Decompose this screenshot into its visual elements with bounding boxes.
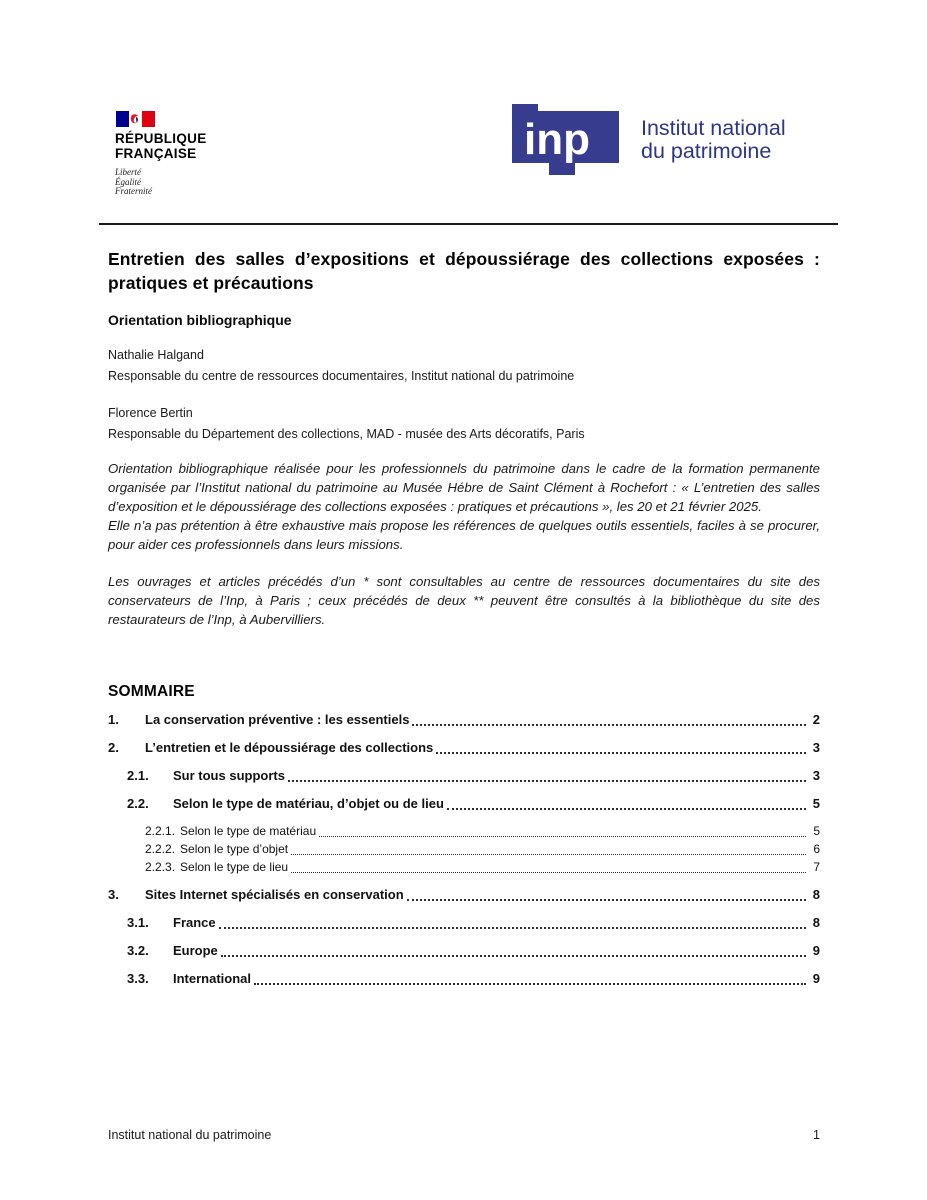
toc-entry-number: 2.2.2.: [145, 842, 176, 856]
author-block: [108, 403, 820, 445]
toc-dot-leader: [447, 806, 806, 810]
toc-entry-number: 3.2.: [127, 943, 149, 958]
availability-note: Les ouvrages et articles précédés d’un * sont consultables au centre de ressources documentaires du site des conservateurs de l’Inp, à Paris ; ceux précédés de deux ** peuvent être consultés à la bibliothèque du site des restaurateurs de l’Inp, à Aubervilliers.: [108, 574, 820, 627]
toc-entry-label: France: [173, 915, 216, 930]
toc-entry-label: Selon le type d’objet: [180, 842, 289, 856]
toc-entry-label: Selon le type de matériau, d’objet ou de lieu: [173, 796, 444, 811]
toc-entry-page: 5: [813, 824, 820, 838]
author-role: Responsable du Département des collections, MAD - musée des Arts décoratifs, Paris: [108, 427, 585, 441]
toc-entry-number: 3.3.: [127, 971, 149, 986]
toc-dot-leader: [412, 722, 806, 726]
rf-devise-egalite: Égalité: [115, 176, 141, 187]
toc-dot-leader: [288, 778, 806, 782]
toc-entry-number: 3.: [108, 887, 119, 902]
table-of-contents: [108, 711, 820, 988]
toc-entry-number: 2.2.: [127, 796, 149, 811]
inp-logo: [512, 104, 786, 175]
french-flag-icon: [116, 111, 155, 127]
inp-logo-icon: [512, 104, 619, 175]
toc-entry-label: Selon le type de lieu: [180, 860, 289, 874]
toc-dot-leader: [407, 897, 806, 901]
toc-entry-3[interactable]: [108, 886, 820, 904]
rf-devise-liberte: Liberté: [115, 167, 141, 177]
footer-page-number: 1: [813, 1128, 820, 1142]
toc-entry-page: 8: [812, 915, 820, 930]
rf-wordmark: [115, 132, 207, 161]
toc-entry-3-2[interactable]: [108, 942, 820, 960]
author-name: Florence Bertin: [108, 406, 193, 420]
toc-entry-page: 3: [812, 768, 820, 783]
intro-text-1: Orientation bibliographique réalisée pour les professionnels du patrimoine dans le cadre de la formation permanente organisée par l’Institut national du patrimoine au Musée Hébre de Saint Clément à Rochefort : « L’entretien des salles d’exposition et le dépoussiérage des collections exposées : pratiques et précautions », les 20 et 21 février 2025.: [108, 461, 820, 514]
toc-entry-label: La conservation préventive : les essentiels: [145, 712, 410, 727]
toc-entry-2-2-3[interactable]: [108, 859, 820, 876]
document-content: [108, 247, 820, 988]
toc-entry-page: 5: [812, 796, 820, 811]
rf-devise: [115, 168, 207, 197]
toc-entry-label: International: [173, 971, 252, 986]
toc-entry-2[interactable]: [108, 739, 820, 757]
inp-wordmark: [641, 117, 786, 175]
toc-dot-leader: [436, 750, 806, 754]
footer-institution: Institut national du patrimoine: [108, 1128, 272, 1142]
toc-dot-leader: [291, 869, 806, 873]
toc-entry-page: 2: [812, 712, 820, 727]
toc-entry-3-1[interactable]: [108, 914, 820, 932]
toc-entry-page: 7: [813, 860, 820, 874]
page-title: Entretien des salles d’expositions et dépoussiérage des collections exposées : pratiques et précautions: [108, 249, 820, 293]
intro-text-2: Elle n’a pas prétention à être exhaustive mais propose les références de quelques outils essentiels, faciles à se procurer, pour aider ces professionnels dans leurs missions.: [108, 518, 820, 552]
toc-dot-leader: [219, 925, 806, 929]
toc-heading: SOMMAIRE: [108, 683, 195, 700]
republique-francaise-logo: [115, 111, 207, 197]
toc-entry-number: 2.: [108, 740, 119, 755]
toc-entry-2-2-2[interactable]: [108, 841, 820, 858]
toc-entry-number: 3.1.: [127, 915, 149, 930]
inp-wordmark-line2: du patrimoine: [641, 139, 772, 163]
toc-entry-2-2[interactable]: [108, 795, 820, 813]
toc-entry-label: L’entretien et le dépoussiérage des collections: [145, 740, 434, 755]
toc-entry-page: 8: [812, 887, 820, 902]
toc-entry-label: Sur tous supports: [173, 768, 285, 783]
toc-entry-label: Europe: [173, 943, 218, 958]
author-name: Nathalie Halgand: [108, 348, 204, 362]
toc-entry-number: 2.2.3.: [145, 860, 176, 874]
toc-entry-1[interactable]: [108, 711, 820, 729]
header-rule: [99, 223, 838, 225]
author-role: Responsable du centre de ressources documentaires, Institut national du patrimoine: [108, 369, 575, 383]
toc-dot-leader: [254, 981, 806, 985]
toc-dot-leader: [319, 833, 806, 837]
toc-entry-3-3[interactable]: [108, 970, 820, 988]
toc-entry-label: Selon le type de matériau: [180, 824, 317, 838]
rf-wordmark-line2: FRANÇAISE: [115, 145, 197, 161]
page-footer: [108, 1128, 820, 1142]
author-block: [108, 345, 820, 387]
toc-entry-page: 9: [812, 943, 820, 958]
document-subtitle: Orientation bibliographique: [108, 312, 292, 328]
toc-entry-2-2-1[interactable]: [108, 823, 820, 840]
toc-entry-2-1[interactable]: [108, 767, 820, 785]
inp-acronym: inp: [524, 115, 590, 164]
toc-entry-number: 2.2.1.: [145, 824, 176, 838]
intro-paragraph: [108, 459, 820, 554]
toc-entry-page: 9: [812, 971, 820, 986]
toc-entry-number: 1.: [108, 712, 119, 727]
inp-wordmark-line1: Institut national: [641, 116, 786, 140]
rf-devise-fraternite: Fraternité: [115, 186, 152, 196]
toc-entry-page: 6: [813, 842, 820, 856]
toc-entry-number: 2.1.: [127, 768, 149, 783]
toc-dot-leader: [291, 851, 806, 855]
rf-wordmark-line1: RÉPUBLIQUE: [115, 131, 207, 146]
toc-dot-leader: [221, 953, 806, 957]
toc-entry-page: 3: [812, 740, 820, 755]
toc-entry-label: Sites Internet spécialisés en conservation: [145, 887, 404, 902]
